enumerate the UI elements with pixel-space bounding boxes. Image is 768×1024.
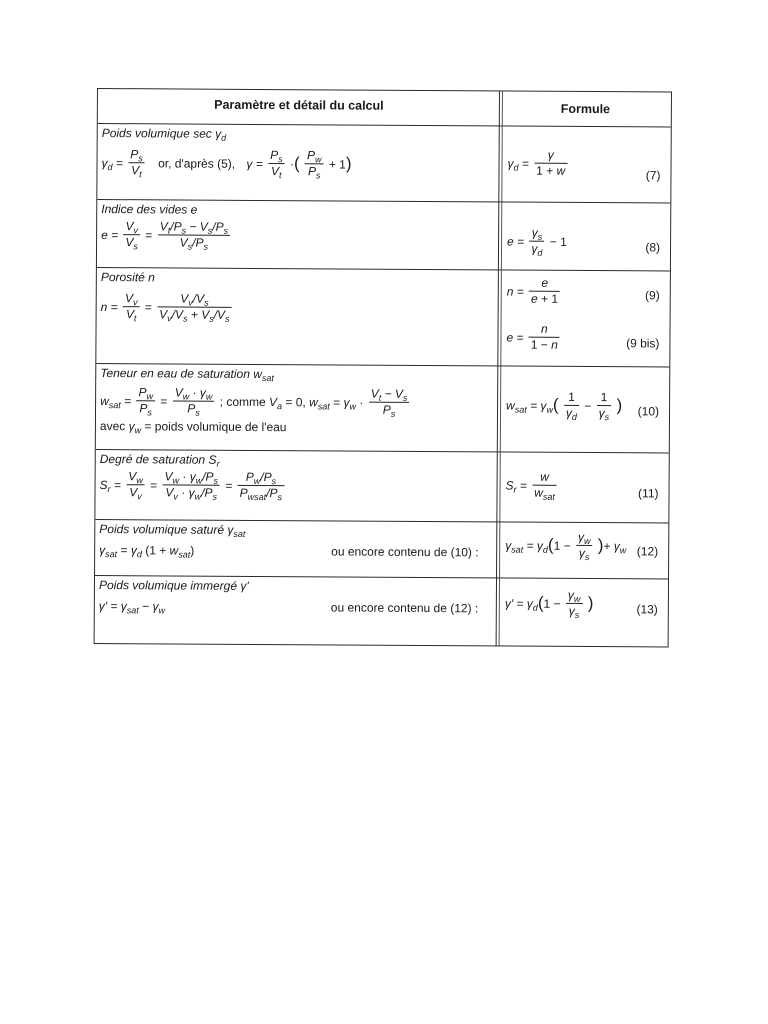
param-or-text: ou encore contenu de (10) : [331,544,479,560]
table-row [95,449,668,523]
equation-number: (13) [636,602,658,617]
equation-number: (10) [637,404,660,419]
param-title: Poids volumique saturé $\gamma_{sat}$ [99,522,246,539]
param-cell [99,577,493,615]
param-detail: n = $\frac{V_v}{V_t}$ = $\frac{V_v/V_s}{V_v/V_s + V_s/V_s}$ [101,291,495,324]
param-detail: $S_r$ = $\frac{V_w}{V_v}$ = $\frac{V_w \cdot \gamma_w/P_s}{V_v \cdot \gamma_w/P_s}$ = $P_w/P_s$ $P_{wsat}/P_s$ [99,469,493,502]
equation-number: (12) [636,544,659,559]
formula: $w_{sat} = \gamma_w$( $\frac{1}{\gamma_d}$ − $\frac{1}{\gamma_s}$ ) [506,389,623,423]
equation-number: (8) [645,240,661,255]
param-cell [99,451,493,502]
formula-column-header: Formule [560,101,611,117]
param-cell [100,365,494,435]
param-cell [101,125,495,180]
formula-cell [505,125,666,202]
table-row [95,519,668,579]
param-note: avec $\gamma_w$ = poids volumique de l'eau [99,419,287,436]
equation-number: (11) [638,486,659,501]
param-or-text: ou encore contenu de (12) : [330,600,479,616]
param-column-header: Paramètre et détail du calcul [214,97,384,113]
formula-cell [505,201,666,270]
param-cell [101,201,495,252]
formula: e = $\frac{\gamma_s}{\gamma_d}$ − 1 [507,225,567,258]
table-row [97,199,670,271]
table-row [95,575,668,648]
formula-table [94,88,672,648]
formula-cell [504,269,666,366]
formula: n = $\frac{e}{e + 1}$ [507,276,563,307]
param-detail: $\gamma' = \gamma_{sat} - \gamma_w$ [98,599,166,616]
param-title: Teneur en eau de saturation $w_{sat}$ [100,366,274,384]
formula: $\gamma' = \gamma_d(1$ − $\frac{\gamma_w}{\gamma_s}$ ) [504,587,594,620]
equation-number: (7) [645,168,661,183]
param-title: Poids volumique immergé γ' [98,578,249,593]
param-title: Indice des vides e [101,202,198,217]
param-cell [99,521,493,559]
param-title: Degré de saturation $S_r$ [99,452,220,469]
table-row [97,123,670,203]
formula-cell [503,521,664,578]
param-detail: $\gamma_{sat} = \gamma_d$ $(1 + w_{sat})$ [99,543,195,560]
param-cell [101,269,495,324]
table-row [96,267,670,367]
table-row [96,363,670,453]
formula-bis: e = $\frac{n}{1 - n}$ [506,322,562,353]
param-title: Poids volumique $\sec \gamma_d$ [101,126,227,143]
formula: $\gamma_{sat} = \gamma_d(1$ − $\frac{\gamma_w}{\gamma_s}$ )+ $\gamma_w$ [505,529,627,563]
param-title: Porosité n [100,270,155,285]
equation-number: (9) [645,288,660,303]
formula-cell [503,577,664,648]
formula: $S_r$ = w $w_{sat}$ [505,470,559,501]
formula-cell [504,365,666,452]
param-detail: $\gamma_d$ = $\frac{P_s}{V_t}$ or, d'après (5), γ = $\frac{P_s}{V_t}$ ·( $\frac{P_w}{P_s}$ + 1) [101,147,352,181]
equation-number-bis: (9 bis) [626,336,660,351]
table-header [98,89,671,127]
param-detail: $w_{sat}$ = $\frac{P_w}{P_s}$ = $\frac{V_w \cdot \gamma_w}{P_s}$ ; comme $V_a = 0$, $w_{sat} = \gamma_w$ · $\frac{V_t - V_s}{P_s}$ [100,385,494,418]
param-detail: e = $\frac{V_v}{V_s}$ = $\frac{V_t/P_s - V_s/P_s}{V_s/P_s}$ [101,219,495,252]
formula-cell [503,451,664,522]
formula: $\gamma_d$ = $\frac{\gamma}{1 + w}$ [507,148,569,179]
